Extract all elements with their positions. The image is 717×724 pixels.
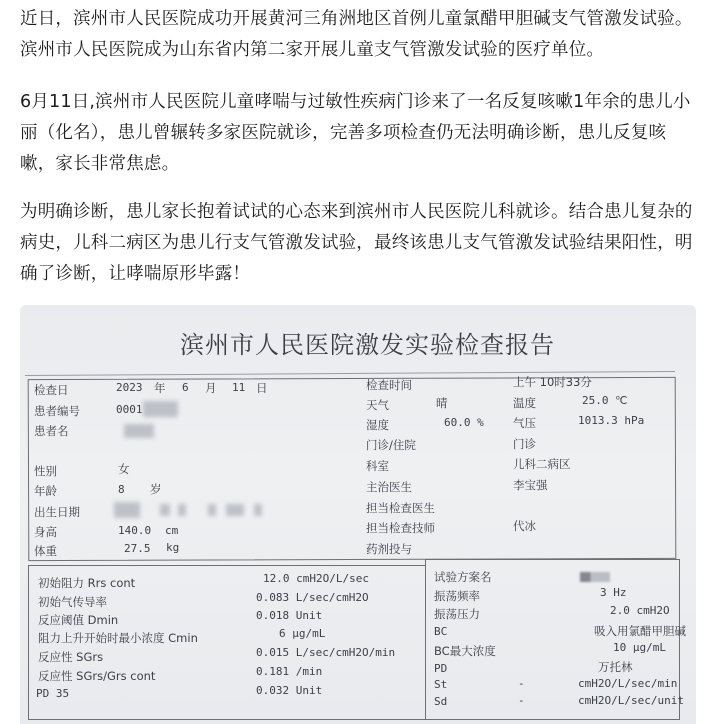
medication-label: 药剂投与 — [366, 542, 412, 556]
result-label-sgrs-grs: 反应性 SGrs/Grs cont — [38, 669, 156, 683]
plan-value-sd: cmH2O/L/sec/unit — [578, 694, 684, 707]
result-value-conductance: 0.083 L/sec/cmH2O — [256, 591, 369, 604]
exam-time-label: 检查时间 — [366, 378, 412, 392]
weight-unit: kg — [166, 541, 180, 554]
plan-value-pd: 万托林 — [598, 660, 633, 674]
height-label: 身高 — [34, 525, 57, 539]
exam-time-value: 上午 10时33分 — [513, 375, 592, 389]
result-label-pd35: PD 35 — [36, 687, 70, 700]
weather-value: 晴 — [436, 396, 448, 410]
plan-value-pressure: 2.0 cmH2O — [610, 604, 670, 617]
month-unit: 月 — [205, 381, 217, 395]
patient-id: 0001 — [116, 403, 143, 416]
redacted-dob — [160, 504, 170, 516]
result-label-conductance: 初始气传导率 — [38, 595, 107, 609]
year-unit: 年 — [154, 381, 166, 395]
redacted-dob — [114, 502, 140, 518]
technician-value: 代冰 — [513, 519, 536, 533]
redacted-protocol-name — [580, 572, 610, 582]
technician-label: 担当检查技师 — [366, 521, 435, 535]
result-value-cmin: 6 μg/mL — [279, 627, 326, 640]
result-value-pd35: 0.032 Unit — [256, 684, 323, 697]
result-label-dmin: 反应阈值 Dmin — [38, 613, 119, 627]
exam-year: 2023 — [116, 381, 143, 394]
plan-label-name: 试验方案名 — [434, 570, 492, 584]
result-label-rrs: 初始阻力 Rrs cont — [38, 576, 136, 590]
visit-type-value: 门诊 — [513, 437, 536, 451]
result-value-sgrs-grs: 0.181 /min — [256, 665, 323, 678]
dept-label: 科室 — [366, 459, 389, 473]
plan-value-frequency: 3 Hz — [600, 586, 627, 599]
plan-value-st: cmH2O/L/sec/min — [578, 677, 678, 690]
dept-value: 儿科二病区 — [513, 457, 571, 471]
pressure-label: 气压 — [513, 416, 536, 430]
age-value: 8 — [118, 483, 125, 496]
plan-value-bc: 吸入用氯醋甲胆碱 — [594, 624, 686, 638]
humidity-label: 湿度 — [366, 418, 389, 432]
exam-doctor-label: 担当检查医生 — [366, 501, 435, 515]
doctor-value: 李宝强 — [513, 478, 548, 492]
plan-label-pressure: 振荡压力 — [434, 607, 480, 621]
report-photo — [20, 305, 696, 724]
patient-name-label: 患者名 — [34, 424, 69, 438]
height-value: 140.0 — [118, 524, 152, 537]
result-value-sgrs: 0.015 L/sec/cmH2O/min — [256, 646, 396, 659]
plan-dash-sd: - — [518, 694, 525, 707]
humidity-value: 60.0 % — [444, 416, 484, 429]
article-paragraph-3: 为明确诊断，患儿家长抱着试试的心态来到滨州市人民医院儿科就诊。结合患儿复杂的病史，儿科二病区为患儿行支气管激发试验，最终该患儿支气管激发试验结果阳性，明确了诊断，让哮喘原形毕露！ — [20, 202, 693, 284]
result-value-rrs: 12.0 cmH2O/L/sec — [263, 572, 369, 585]
article-paragraph-1: 近日，滨州市人民医院成功开展黄河三角洲地区首例儿童氯醋甲胆碱支气管激发试验。滨州市人民医院成为山东省内第二家开展儿童支气管激发试验的医疗单位。 — [20, 9, 693, 60]
weather-label: 天气 — [366, 398, 389, 412]
pressure-value: 1013.3 hPa — [578, 414, 645, 427]
dob-label: 出生日期 — [34, 505, 80, 519]
redacted-name — [124, 424, 154, 438]
report-title: 滨州市人民医院激发实验检查报告 — [180, 331, 555, 359]
article-paragraph-2: 6月11日,滨州市人民医院儿童哮喘与过敏性疾病门诊来了一名反复咳嗽1年余的患儿小丽（化名），患儿曾辗转多家医院就诊，完善多项检查仍无法明确诊断，患儿反复咳嗽，家长非常焦虑。 — [20, 92, 691, 174]
age-unit: 岁 — [150, 482, 162, 496]
weight-label: 体重 — [34, 544, 57, 558]
visit-type-label: 门诊/住院 — [366, 438, 416, 452]
result-label-cmin: 阻力上升开始时最小浓度 Cmin — [38, 631, 198, 645]
exam-month: 6 — [182, 381, 189, 394]
redacted-dob — [208, 504, 216, 516]
plan-label-st: St — [434, 678, 448, 691]
sex-value: 女 — [118, 462, 130, 476]
exam-date-label: 检查日 — [34, 383, 69, 397]
patient-id-label: 患者编号 — [34, 404, 80, 418]
doctor-label: 主治医生 — [366, 480, 412, 494]
redacted-dob — [178, 504, 186, 516]
redacted-dob — [226, 504, 244, 516]
weight-value: 27.5 — [124, 542, 151, 555]
redacted-dob — [254, 504, 262, 516]
plan-value-bc-max: 10 μg/mL — [613, 641, 666, 654]
result-label-sgrs: 反应性 SGrs — [38, 650, 104, 664]
temp-value: 25.0 ℃ — [582, 394, 628, 407]
sex-label: 性别 — [34, 464, 57, 478]
redacted-id — [143, 401, 178, 417]
plan-label-bc-max: BC最大浓度 — [434, 644, 496, 658]
height-unit: cm — [165, 524, 179, 537]
age-label: 年龄 — [34, 484, 57, 498]
plan-label-bc: BC — [434, 625, 448, 638]
plan-label-sd: Sd — [434, 695, 448, 708]
day-unit: 日 — [256, 381, 268, 395]
plan-label-pd: PD — [434, 662, 448, 675]
exam-day: 11 — [232, 381, 246, 394]
temp-label: 温度 — [513, 396, 536, 410]
result-value-dmin: 0.018 Unit — [256, 609, 323, 622]
plan-label-frequency: 振荡频率 — [434, 589, 480, 603]
plan-dash-st: - — [518, 677, 525, 690]
